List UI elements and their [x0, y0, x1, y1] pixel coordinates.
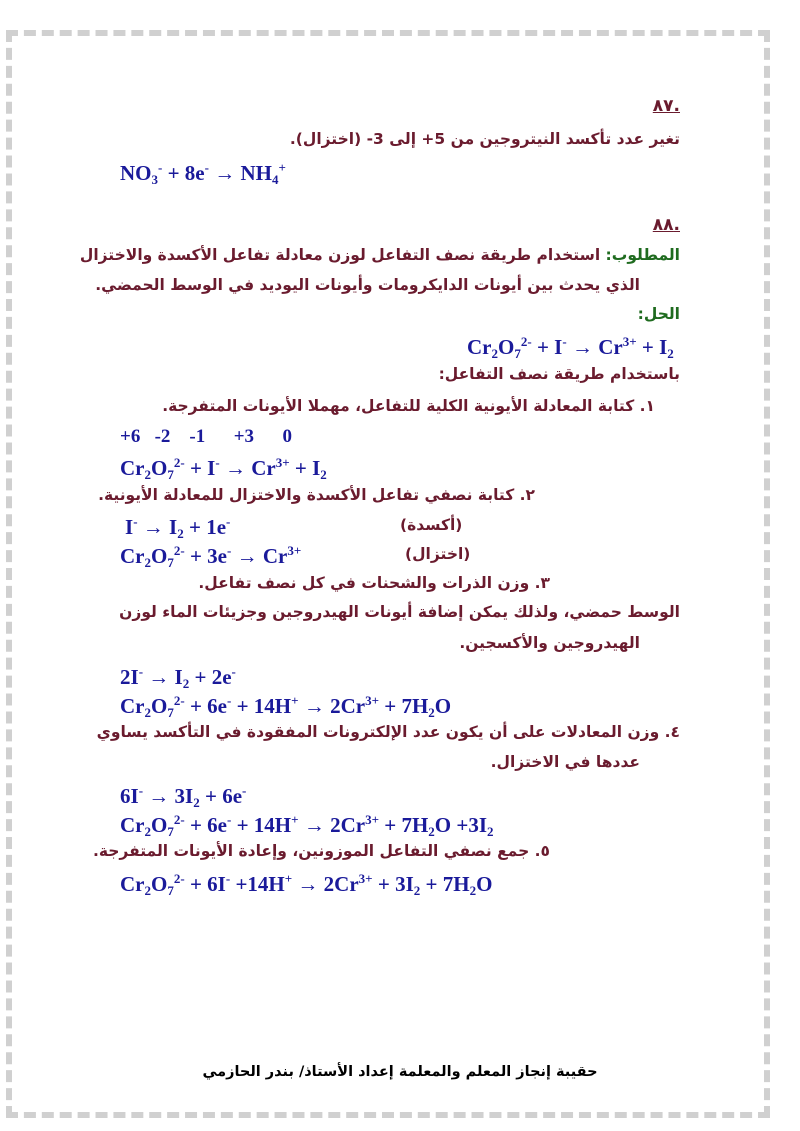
- step-2: ٢. كتابة نصفي تفاعل الأكسدة والاختزال للمعادلة الأيونية.: [98, 486, 535, 504]
- question-88-number: .٨٨: [652, 215, 680, 235]
- step-4-line1: ٤. وزن المعادلات على أن يكون عدد الإلكترونات المفقودة في التأكسد يساوي: [96, 723, 680, 741]
- step-5: ٥. جمع نصفي التفاعل الموزونين، وإعادة الأيونات المتفرجة.: [92, 842, 550, 860]
- multiplied-oxidation: $6I^- \to 3I_2 + 6e^-$: [120, 783, 247, 810]
- question-87-number: .٨٧: [652, 96, 680, 116]
- step-1: ١. كتابة المعادلة الأيونية الكلية للتفاعل، مهملا الأيونات المتفرجة.: [162, 397, 655, 415]
- question-87-statement: تغير عدد تأكسد النيتروجين من 5+ إلى 3- (اختزال).: [289, 130, 680, 148]
- oxidation-numbers: +6 -2 -1 +3 0: [120, 426, 293, 447]
- equation-nitrate-reduction: $NO_3^- + 8e^- \to NH_4^+$: [120, 160, 286, 187]
- step-3-note-line1: الوسط حمضي، ولذلك يمكن إضافة أيونات الهيدروجين وجزيئات الماء لوزن: [119, 603, 680, 621]
- half-reaction-reduction: $Cr_2O_7^{2-} + 3e^- \to Cr^{3+}$: [120, 543, 302, 570]
- balanced-reduction: $Cr_2O_7^{2-} + 6e^- + 14H^+ \to 2Cr^{3+} + 7H_2O$: [120, 693, 452, 720]
- half-reaction-oxidation: $I^- \to I_2 + 1e^-$: [125, 514, 231, 541]
- step-3-note-line2: الهيدروجين والأكسجين.: [459, 634, 640, 652]
- combined-reduction-equation: $Cr_2O_7^{2-} + 6e^- + 14H^+ \to 2Cr^{3+} + 7H_2O +3I_2$: [120, 812, 494, 839]
- equation-step1: $Cr_2O_7^{2-} + I^- \to Cr^{3+} + I_2$: [120, 455, 327, 482]
- equation-overall-unbalanced: $Cr_2O_7^{2-} + I^- \to Cr^{3+} + I_2$: [467, 334, 674, 361]
- solution-label: الحل:: [637, 305, 680, 323]
- question-88-required-line2: الذي يحدث بين أيونات الدايكرومات وأيونات اليوديد في الوسط الحمضي.: [95, 276, 640, 294]
- step-4-line2: عددها في الاختزال.: [490, 753, 640, 771]
- page-footer: حقيبة إنجاز المعلم والمعلمة إعداد الأستاذ/ بندر الحازمي: [202, 1064, 598, 1080]
- oxidation-label: (أكسدة): [400, 516, 463, 534]
- final-balanced-equation: $Cr_2O_7^{2-} + 6I^- +14H^+ \to 2Cr^{3+} + 3I_2 + 7H_2O$: [120, 871, 493, 898]
- balanced-oxidation: $2I^- \to I_2 + 2e^-$: [120, 664, 236, 691]
- reduction-label: (اختزال): [405, 545, 471, 563]
- step-3: ٣. وزن الذرات والشحنات في كل نصف تفاعل.: [198, 574, 550, 592]
- question-88-required-line1: المطلوب: استخدام طريقة نصف التفاعل لوزن معادلة تفاعل الأكسدة والاختزال: [79, 246, 680, 264]
- method-line: باستخدام طريقة نصف التفاعل:: [438, 365, 680, 383]
